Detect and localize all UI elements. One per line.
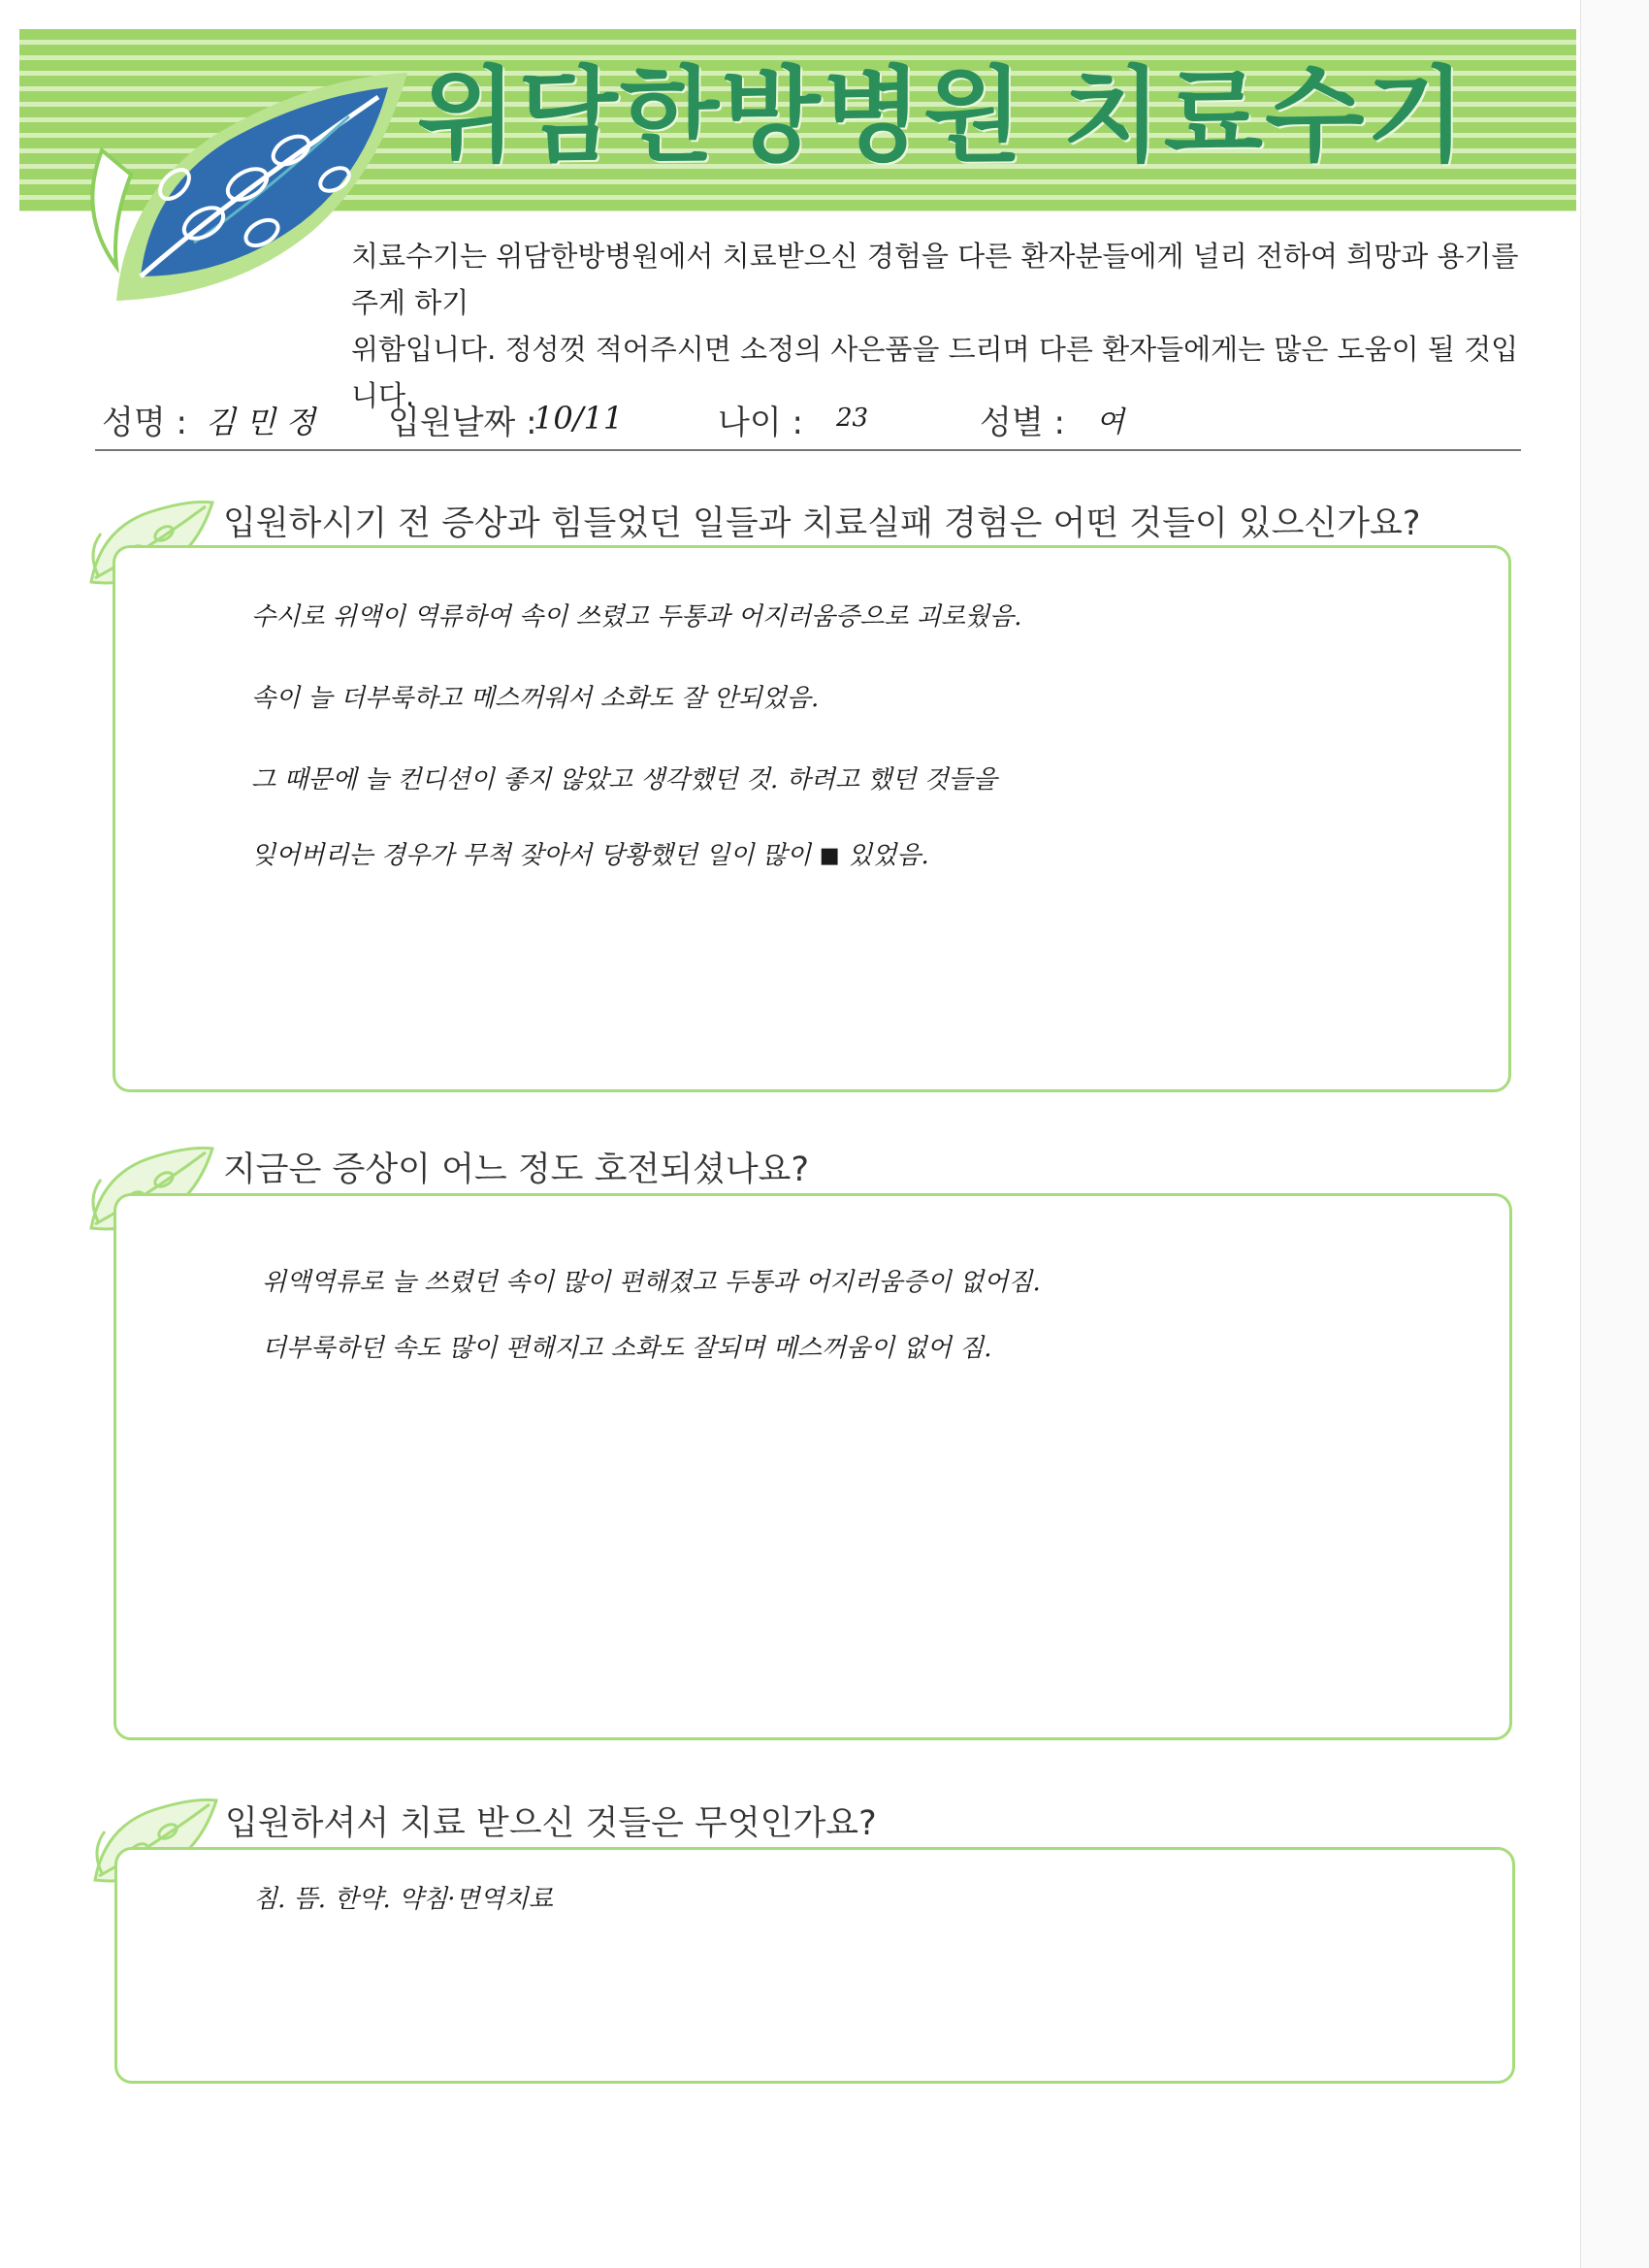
answer-1-line-3: 그 때문에 늘 컨디션이 좋지 않았고 생각했던 것. 하려고 했던 것들을: [251, 765, 998, 794]
question-3: 입원하셔서 치료 받으신 것들은 무엇인가요?: [225, 1804, 877, 1843]
patient-info-row: [97, 396, 1523, 444]
date-value: 10/11: [534, 400, 624, 437]
answer-2-line-1: 위액역류로 늘 쓰렸던 속이 많이 편해졌고 두통과 어지러움증이 없어짐.: [262, 1268, 1041, 1297]
answer-2-line-2: 더부룩하던 속도 많이 편해지고 소화도 잘되며 메스꺼움이 없어 짐.: [262, 1334, 992, 1363]
answer-1-line-1: 수시로 위액이 역류하여 속이 쓰렸고 두통과 어지러움증으로 괴로웠음.: [251, 602, 1022, 632]
name-value: 김 민 정: [206, 404, 316, 440]
page-edge: [1580, 0, 1649, 2268]
info-underline: [95, 449, 1521, 451]
question-1: 입원하시기 전 증상과 힘들었던 일들과 치료실패 경험은 어떤 것들이 있으신가요?: [223, 504, 1421, 543]
date-label: 입원날짜 :: [388, 404, 537, 442]
question-2: 지금은 증상이 어느 정도 호전되셨나요?: [223, 1150, 810, 1189]
answer-box-3: [114, 1847, 1515, 2084]
sex-value: 여: [1096, 405, 1124, 439]
answer-box-2: [113, 1193, 1512, 1740]
answer-3-line-1: 침. 뜸. 한약. 약침·면역치료: [253, 1885, 554, 1914]
sex-label: 성별 :: [980, 404, 1065, 442]
page-title: 위담한방병원 치료수기: [417, 56, 1468, 176]
answer-1-line-2: 속이 늘 더부룩하고 메스꺼워서 소화도 잘 안되었음.: [251, 684, 820, 713]
answer-box-1: [113, 545, 1511, 1092]
answer-1-line-4: 잊어버리는 경우가 무척 잦아서 당황했던 일이 많이 ◼ 있었음.: [251, 841, 929, 870]
intro-line-2: 위함입니다. 정성껏 적어주시면 소정의 사은품을 드리며 다른 환자들에게는 많은 도움이 될 것입니다.: [351, 333, 1519, 412]
age-value: 23: [836, 404, 869, 433]
intro-text: [351, 233, 1544, 419]
age-label: 나이 :: [718, 404, 803, 442]
name-label: 성명 :: [102, 404, 187, 442]
intro-line-1: 치료수기는 위담한방병원에서 치료받으신 경험을 다른 환자분들에게 널리 전하여 희망과 용기를 주게 하기: [351, 240, 1519, 319]
